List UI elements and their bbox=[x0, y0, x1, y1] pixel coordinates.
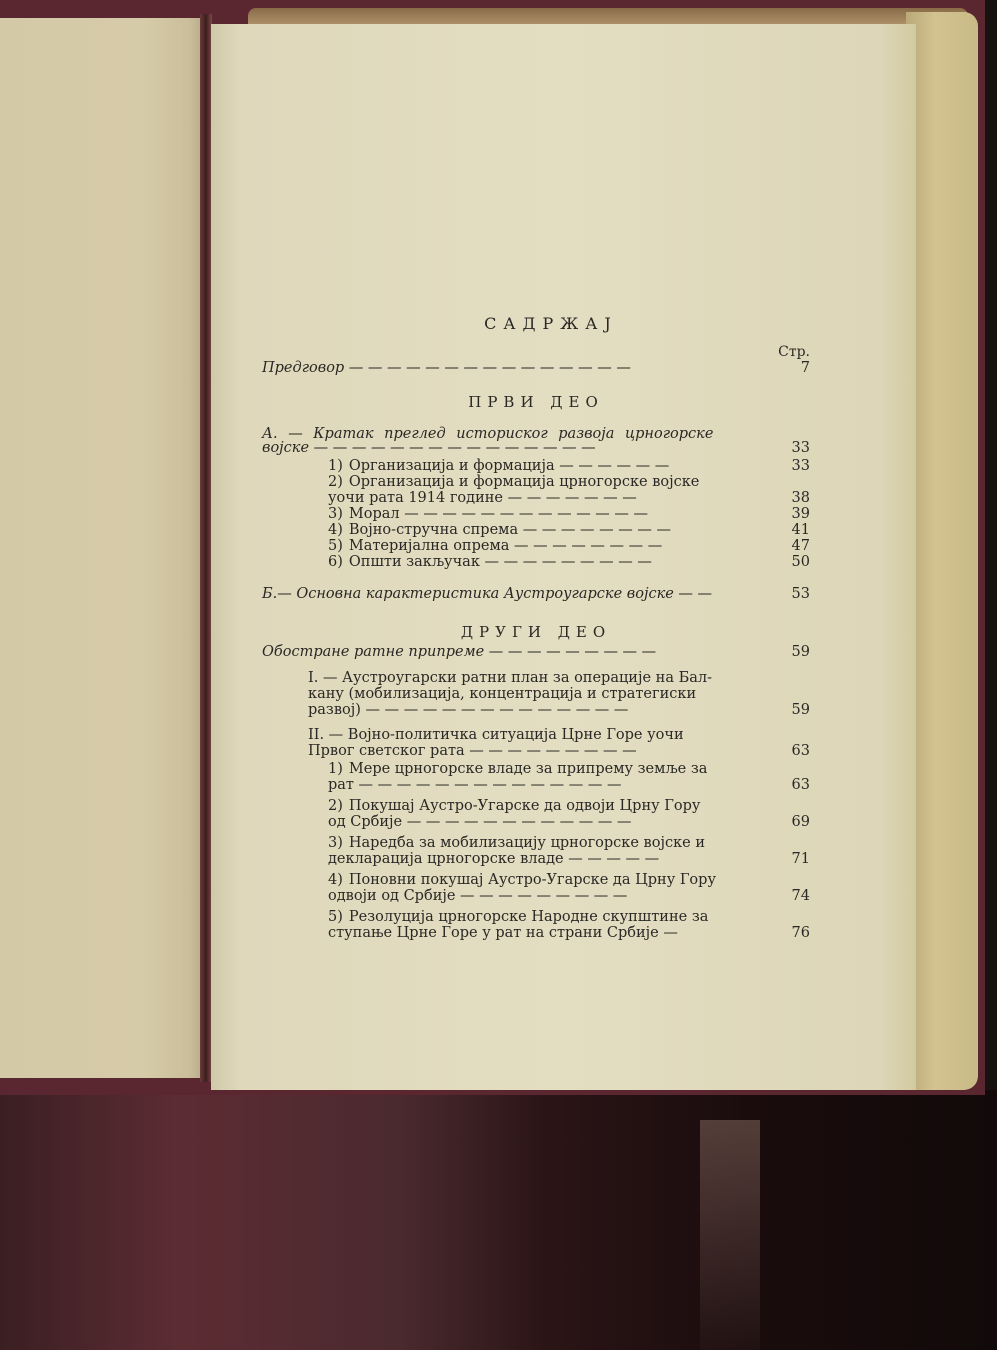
toc-entry-page: 39 bbox=[791, 506, 810, 522]
entry-line: кану (мобилизација, концентрација и стратегиски bbox=[308, 686, 697, 702]
toc-item-number: 2) bbox=[328, 474, 343, 490]
toc-item-number: 3) bbox=[328, 835, 343, 851]
left-page bbox=[0, 18, 205, 1078]
toc-entry-page: 71 bbox=[791, 851, 810, 867]
toc-item bbox=[328, 458, 810, 474]
toc-item bbox=[328, 538, 810, 554]
toc-item bbox=[328, 835, 810, 867]
toc-entry-page: 50 bbox=[791, 554, 810, 570]
toc-item-number: 1) bbox=[328, 458, 343, 474]
toc-item-text bbox=[328, 458, 772, 474]
toc-entry-page: 76 bbox=[791, 925, 810, 941]
toc-item-line: од Србије — — — — — — — — — — — — bbox=[328, 814, 632, 830]
toc-entry-page: 63 bbox=[791, 743, 810, 759]
entry-line: Првог светског рата — — — — — — — — — bbox=[308, 743, 637, 759]
toc-item-line: Војно-стручна спрема — — — — — — — — bbox=[348, 522, 671, 538]
toc-item bbox=[328, 522, 810, 538]
roman-entry-text bbox=[308, 727, 772, 759]
toc-item bbox=[328, 798, 810, 830]
toc-item-number: 5) bbox=[328, 909, 343, 925]
toc-item-line: одвоји од Србије — — — — — — — — — bbox=[328, 888, 628, 904]
toc-entry-page: 69 bbox=[791, 814, 810, 830]
entry-line: I. — Аустроугарски ратни план за операције на Бал- bbox=[308, 670, 712, 686]
toc-item bbox=[328, 474, 810, 506]
toc-item-number: 4) bbox=[328, 872, 343, 888]
toc-entry-page: 38 bbox=[791, 490, 810, 506]
part2-intro bbox=[262, 644, 810, 660]
toc-item-text bbox=[328, 835, 772, 867]
toc-entry-page: 59 bbox=[791, 702, 810, 718]
toc-item-text bbox=[328, 474, 772, 506]
toc-item-line: декларација црногорске владе — — — — — bbox=[328, 851, 660, 867]
toc-item-text bbox=[328, 522, 772, 538]
section-a-items bbox=[262, 458, 810, 570]
toc-entry-preface bbox=[262, 360, 810, 376]
toc-title: САДРЖАЈ bbox=[484, 314, 618, 333]
toc-item-line: рат — — — — — — — — — — — — — — bbox=[328, 777, 622, 793]
toc-item-line: Мере црногорске владе за припрему земље за bbox=[348, 761, 708, 777]
toc-item-number: 1) bbox=[328, 761, 343, 777]
toc-item-number: 3) bbox=[328, 506, 343, 522]
part2-intro-text: Обостране ратне припреме — — — — — — — — — bbox=[262, 644, 657, 660]
section-a-line2: војске — — — — — — — — — — — — — — — bbox=[262, 440, 596, 456]
toc-entry-page: 74 bbox=[791, 888, 810, 904]
background-surface bbox=[0, 1090, 997, 1350]
light-reflection bbox=[700, 1120, 760, 1350]
toc-item-line: Општи закључак — — — — — — — — — bbox=[348, 554, 652, 570]
toc-item-line: Резолуција црногорске Народне скупштине за bbox=[348, 909, 709, 925]
toc-item bbox=[328, 554, 810, 570]
toc-entry-page: 63 bbox=[791, 777, 810, 793]
toc-item-number: 4) bbox=[328, 522, 343, 538]
section-b-text: Б.— Основна карактеристика Аустроугарске војске — — bbox=[262, 586, 713, 602]
roman-entry-2 bbox=[308, 727, 810, 759]
toc-item-number: 5) bbox=[328, 538, 343, 554]
toc-item-text bbox=[328, 909, 772, 941]
toc-item-number: 6) bbox=[328, 554, 343, 570]
part2-title: ДРУГИ ДЕО bbox=[460, 623, 612, 641]
entry-line: II. — Војно-политичка ситуација Црне Горе уочи bbox=[308, 727, 684, 743]
section-a-line1: А. — Кратак преглед историског развоја црногорске bbox=[262, 426, 714, 442]
table-of-contents bbox=[262, 316, 810, 946]
toc-item-text bbox=[328, 506, 772, 522]
toc-entry-page: 33 bbox=[791, 458, 810, 474]
toc-item-number: 2) bbox=[328, 798, 343, 814]
toc-item-line: Поновни покушај Аустро-Угарске да Црну Гору bbox=[348, 872, 716, 888]
toc-entry-page: 53 bbox=[791, 586, 810, 602]
toc-item-line: Организација и формација — — — — — — bbox=[348, 458, 670, 474]
section-a-line2-row bbox=[262, 440, 810, 456]
toc-entry-page: 7 bbox=[800, 360, 810, 376]
toc-item-line: Покушај Аустро-Угарске да одвоји Црну Гору bbox=[348, 798, 701, 814]
toc-item-text bbox=[328, 761, 772, 793]
page-column-header: Стр. bbox=[778, 344, 810, 360]
toc-entry-page: 59 bbox=[791, 644, 810, 660]
toc-entry-page: 41 bbox=[791, 522, 810, 538]
toc-item-line: уочи рата 1914 године — — — — — — — bbox=[328, 490, 637, 506]
toc-item bbox=[328, 872, 810, 904]
toc-item-line: ступање Црне Горе у рат на страни Србије — bbox=[328, 925, 678, 941]
toc-item-line: Организација и формација црногорске војске bbox=[348, 474, 700, 490]
entry-line: развој) — — — — — — — — — — — — — — bbox=[308, 702, 629, 718]
toc-item-text bbox=[328, 872, 772, 904]
toc-item bbox=[328, 506, 810, 522]
toc-entry-text: Предговор — — — — — — — — — — — — — — — bbox=[262, 360, 631, 376]
toc-item bbox=[328, 761, 810, 793]
toc-item-text bbox=[328, 798, 772, 830]
part2-items bbox=[262, 761, 810, 941]
toc-item-line: Морал — — — — — — — — — — — — — bbox=[348, 506, 649, 522]
toc-item-line: Материјална опрема — — — — — — — — bbox=[348, 538, 663, 554]
toc-item-text bbox=[328, 554, 772, 570]
roman-entry-text bbox=[308, 670, 772, 718]
toc-entry-page: 47 bbox=[791, 538, 810, 554]
page-edges bbox=[906, 12, 978, 1090]
toc-entry-page: 33 bbox=[791, 440, 810, 456]
section-a bbox=[262, 426, 810, 456]
section-b bbox=[262, 586, 810, 602]
roman-entry-1 bbox=[308, 670, 810, 718]
toc-item bbox=[328, 909, 810, 941]
toc-item-line: Наредба за мобилизацију црногорске војске и bbox=[348, 835, 705, 851]
toc-item-text bbox=[328, 538, 772, 554]
part1-title: ПРВИ ДЕО bbox=[468, 393, 604, 411]
